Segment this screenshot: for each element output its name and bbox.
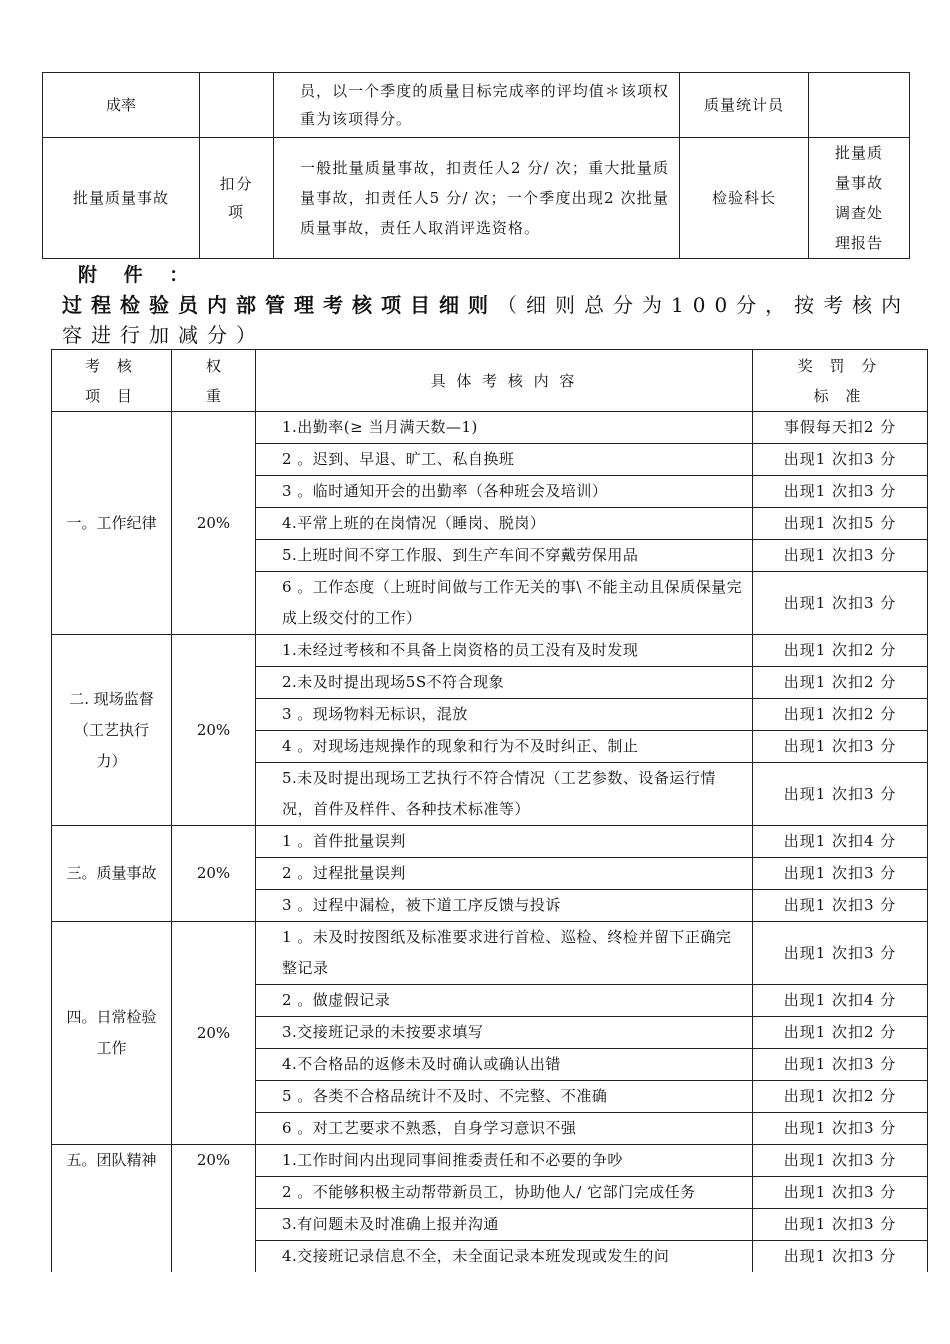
item-content: 4 。对现场违规操作的现象和行为不及时纠正、制止 [256,731,753,763]
item-standard: 出现1 次扣3 分 [753,763,928,826]
item-standard: 出现1 次扣3 分 [753,1049,928,1081]
table-row [52,826,928,858]
assessment-content: 员，以一个季度的质量目标完成率的评均值＊该项权重为该项得分。 [274,73,680,138]
item-standard: 出现1 次扣3 分 [753,572,928,635]
top-table [42,72,910,259]
header-standard: 奖 罚 分 标 准 [753,350,928,412]
item-standard: 出现1 次扣4 分 [753,826,928,858]
assessor-cell: 检验科长 [680,138,809,259]
item-standard: 出现1 次扣3 分 [753,858,928,890]
assessment-item: 批量质量事故 [43,138,200,259]
table-row [43,73,910,138]
item-content: 1.未经过考核和不具备上岗资格的员工没有及时发现 [256,635,753,667]
item-standard: 出现1 次扣3 分 [753,731,928,763]
table-row [43,138,910,259]
category-cell: 五。团队精神 [52,1145,172,1273]
item-content: 4.不合格品的返修未及时确认或确认出错 [256,1049,753,1081]
title-note: （细则总分为100分，按考核内容进行加减分） [62,293,911,347]
item-standard: 出现1 次扣3 分 [753,540,928,572]
item-standard: 出现1 次扣3 分 [753,1241,928,1273]
item-content: 2 。迟到、早退、旷工、私自换班 [256,444,753,476]
weight-cell: 20% [172,412,256,635]
item-content: 1 。未及时按图纸及标准要求进行首检、巡检、终检并留下正确完整记录 [256,922,753,985]
category-cell: 三。质量事故 [52,826,172,922]
item-content: 6 。对工艺要求不熟悉，自身学习意识不强 [256,1113,753,1145]
item-standard: 出现1 次扣2 分 [753,667,928,699]
item-content: 4.交接班记录信息不全，未全面记录本班发现或发生的问 [256,1241,753,1273]
category-cell: 二. 现场监督（工艺执行力） [52,635,172,826]
item-standard: 出现1 次扣2 分 [753,699,928,731]
item-content: 3 。临时通知开会的出勤率（各种班会及培训） [256,476,753,508]
item-standard: 出现1 次扣3 分 [753,1145,928,1177]
item-standard: 出现1 次扣4 分 [753,985,928,1017]
header-content: 具 体 考 核 内 容 [256,350,753,412]
item-standard: 事假每天扣2 分 [753,412,928,444]
weight-cell [200,73,274,138]
item-content: 3 。过程中漏检，被下道工序反馈与投诉 [256,890,753,922]
table-row [52,1145,928,1177]
item-content: 3.有问题未及时准确上报并沟通 [256,1209,753,1241]
item-content: 3.交接班记录的未按要求填写 [256,1017,753,1049]
assessment-item: 成率 [43,73,200,138]
item-content: 6 。工作态度（上班时间做与工作无关的事\ 不能主动且保质保量完成上级交付的工作） [256,572,753,635]
assessment-table [51,349,928,1272]
category-cell: 四。日常检验工作 [52,922,172,1145]
item-standard: 出现1 次扣2 分 [753,1017,928,1049]
item-standard: 出现1 次扣3 分 [753,1209,928,1241]
item-content: 4.平常上班的在岗情况（睡岗、脱岗） [256,508,753,540]
item-standard: 出现1 次扣3 分 [753,1177,928,1209]
table-row [52,635,928,667]
document-title [62,290,922,350]
table-row [52,922,928,985]
item-content: 5 。各类不合格品统计不及时、不完整、不准确 [256,1081,753,1113]
table-row [52,412,928,444]
weight-cell: 20% [172,635,256,826]
table-header-row [52,350,928,412]
weight-cell: 20% [172,1145,256,1273]
item-content: 5.未及时提出现场工艺执行不符合情况（工艺参数、设备运行情况，首件及样件、各种技术标准等） [256,763,753,826]
weight-cell: 20% [172,922,256,1145]
attachment-label: 附 件 ： [78,264,199,286]
item-content: 1.出勤率(≥ 当月满天数—1) [256,412,753,444]
item-content: 2 。做虚假记录 [256,985,753,1017]
item-standard: 出现1 次扣3 分 [753,890,928,922]
assessor-cell: 质量统计员 [680,73,809,138]
item-content: 3 。现场物料无标识，混放 [256,699,753,731]
header-item: 考 核 项 目 [52,350,172,412]
weight-cell: 20% [172,826,256,922]
item-standard: 出现1 次扣3 分 [753,476,928,508]
title-main: 过程检验员内部管理考核项目细则 [62,293,497,317]
basis-cell [809,73,910,138]
item-standard: 出现1 次扣3 分 [753,922,928,985]
weight-cell: 扣分项 [200,138,274,259]
item-standard: 出现1 次扣2 分 [753,635,928,667]
item-standard: 出现1 次扣2 分 [753,1081,928,1113]
item-content: 1.工作时间内出现同事间推委责任和不必要的争吵 [256,1145,753,1177]
item-standard: 出现1 次扣5 分 [753,508,928,540]
item-content: 1 。首件批量误判 [256,826,753,858]
item-standard: 出现1 次扣3 分 [753,444,928,476]
item-content: 2.未及时提出现场5S不符合现象 [256,667,753,699]
assessment-content: 一般批量质量事故，扣责任人2 分/ 次；重大批量质量事故，扣责任人5 分/ 次；一个季度出现2 次批量质量事故，责任人取消评选资格。 [274,138,680,259]
item-content: 5.上班时间不穿工作服、到生产车间不穿戴劳保用品 [256,540,753,572]
header-weight: 权 重 [172,350,256,412]
item-content: 2 。不能够积极主动帮带新员工，协助他人/ 它部门完成任务 [256,1177,753,1209]
item-content: 2 。过程批量误判 [256,858,753,890]
category-cell: 一。工作纪律 [52,412,172,635]
basis-cell: 批量质量事故调查处理报告 [809,138,910,259]
item-standard: 出现1 次扣3 分 [753,1113,928,1145]
